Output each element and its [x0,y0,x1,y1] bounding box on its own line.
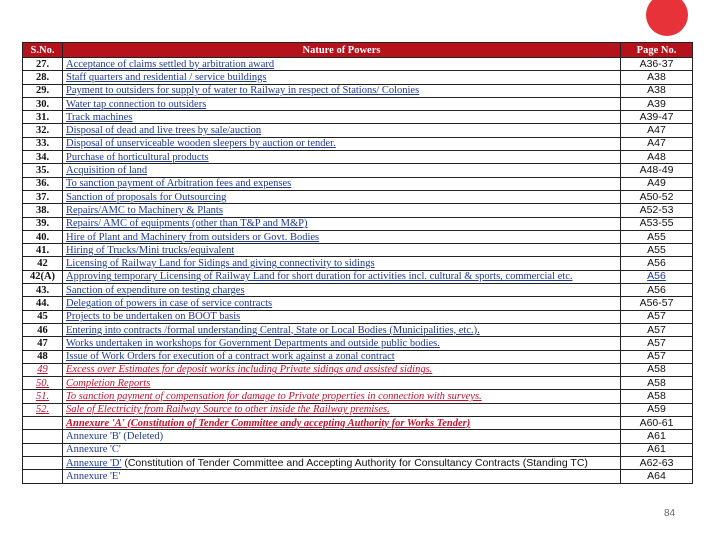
table-row [23,470,693,483]
row-sno: 45 [23,310,63,323]
table-row [23,323,693,336]
header-page: Page No. [621,43,693,58]
row-nature-link[interactable]: Approving temporary Licensing of Railway Land for short duration for activities incl. cultural & sports, commercial etc. [63,270,621,283]
row-nature-link[interactable]: Acceptance of claims settled by arbitration award [63,58,621,71]
row-sno: 49 [23,363,63,376]
row-sno: 35. [23,164,63,177]
row-page: A47 [621,124,693,137]
row-page: A57 [621,350,693,363]
row-nature-link[interactable]: Hiring of Trucks/Mini trucks/equivalent [63,244,621,257]
row-sno: 43. [23,284,63,297]
row-page: A57 [621,337,693,350]
row-page: A48-49 [621,164,693,177]
row-nature-link[interactable]: Water tap connection to outsiders [63,97,621,110]
table-row [23,190,693,203]
row-sno: 47 [23,337,63,350]
row-sno: 40. [23,230,63,243]
powers-index-table [22,42,693,484]
table-row [23,164,693,177]
table-row [23,111,693,124]
table-row [23,217,693,230]
table-row [23,430,693,443]
row-nature-link[interactable]: Delegation of powers in case of service contracts [63,297,621,310]
row-page: A55 [621,244,693,257]
row-page: A58 [621,363,693,376]
row-nature-link[interactable]: Acquisition of land [63,164,621,177]
row-sno: 29. [23,84,63,97]
row-page: A38 [621,71,693,84]
table-row [23,137,693,150]
table-row [23,417,693,430]
row-sno: 44. [23,297,63,310]
table-row [23,71,693,84]
row-page: A56 [621,257,693,270]
row-page: A53-55 [621,217,693,230]
row-sno [23,443,63,456]
row-sno: 39. [23,217,63,230]
row-sno: 38. [23,204,63,217]
table-row [23,456,693,469]
annexure-a-link[interactable]: Annexure 'A' (Constitution of Tender Committee andy accepting Authority for Works Tender) [63,417,621,430]
row-page: A58 [621,390,693,403]
row-page: A60-61 [621,417,693,430]
row-page: A36-37 [621,58,693,71]
row-sno: 30. [23,97,63,110]
row-sno: 34. [23,151,63,164]
row-sno: 42 [23,257,63,270]
row-sno [23,470,63,483]
row-sno: 48 [23,350,63,363]
row-page: A59 [621,403,693,416]
table-row [23,390,693,403]
table-row [23,284,693,297]
row-nature-link[interactable]: Staff quarters and residential / service buildings [63,71,621,84]
row-sno: 27. [23,58,63,71]
row-nature-link[interactable]: Disposal of unserviceable wooden sleepers by auction or tender. [63,137,621,150]
table-row [23,443,693,456]
annexure-d-description: (Constitution of Tender Committee and Accepting Authority for Consultancy Contracts (Standing TC) [121,456,588,469]
table-row [23,97,693,110]
row-page: A64 [621,470,693,483]
row-page: A58 [621,377,693,390]
row-page: A39-47 [621,111,693,124]
row-page: A49 [621,177,693,190]
annexure-c-label[interactable]: Annexure 'C' [63,443,621,456]
table-row [23,257,693,270]
row-page: A55 [621,230,693,243]
table-row [23,377,693,390]
row-nature-link[interactable]: Projects to be undertaken on BOOT basis [63,310,621,323]
table-header-row [23,43,693,58]
row-nature-link[interactable]: Repairs/AMC to Machinery & Plants [63,204,621,217]
row-page: A57 [621,323,693,336]
corner-logo-badge [646,0,688,36]
table-row [23,58,693,71]
row-nature-link[interactable]: Sanction of proposals for Outsourcing [63,190,621,203]
row-nature-link[interactable]: Hire of Plant and Machinery from outsiders or Govt. Bodies [63,230,621,243]
page-number: 84 [664,508,676,519]
row-sno: 28. [23,71,63,84]
row-sno [23,456,63,469]
annexure-d-label[interactable]: Annexure 'D' [66,457,122,469]
annexure-b-label[interactable]: Annexure 'B' (Deleted) [63,430,621,443]
table-row [23,350,693,363]
row-nature-link[interactable]: Entering into contracts /formal understanding Central, State or Local Bodies (Municipalities, etc.). [63,323,621,336]
table-row [23,337,693,350]
table-row [23,204,693,217]
row-nature-link[interactable]: Excess over Estimates for deposit works including Private sidings and assisted sidings. [63,363,621,376]
annexure-d-cell[interactable] [63,456,621,469]
row-page-link[interactable]: A56 [621,270,693,283]
row-nature-link[interactable]: Repairs/ AMC of equipments (other than T&P and M&P) [63,217,621,230]
row-nature-link[interactable]: Payment to outsiders for supply of water to Railway in respect of Stations/ Colonies [63,84,621,97]
table-row [23,403,693,416]
row-nature-link[interactable]: Completion Reports [63,377,621,390]
row-page: A38 [621,84,693,97]
table-row [23,230,693,243]
row-nature-link[interactable]: Licensing of Railway Land for Sidings and giving connectivity to sidings [63,257,621,270]
table-row [23,244,693,257]
row-page: A61 [621,443,693,456]
table-row [23,363,693,376]
row-page: A57 [621,310,693,323]
table-row [23,270,693,283]
row-sno: 51. [23,390,63,403]
row-sno: 41. [23,244,63,257]
row-nature-link[interactable]: Purchase of horticultural products [63,151,621,164]
table-row [23,310,693,323]
row-sno: 36. [23,177,63,190]
row-page: A56-57 [621,297,693,310]
row-nature-link[interactable]: To sanction payment of compensation for damage to Private properties in connection with surveys. [63,390,621,403]
row-nature-link[interactable]: Sanction of expenditure on testing charges [63,284,621,297]
row-nature-link[interactable]: Track machines [63,111,621,124]
row-sno: 37. [23,190,63,203]
annexure-e-label[interactable]: Annexure 'E' [63,470,621,483]
row-sno [23,417,63,430]
row-page: A61 [621,430,693,443]
row-page: A48 [621,151,693,164]
row-sno: 50. [23,377,63,390]
row-page: A62-63 [621,456,693,469]
row-page: A47 [621,137,693,150]
row-nature-link[interactable]: Issue of Work Orders for execution of a contract work against a zonal contract [63,350,621,363]
row-sno: 46 [23,323,63,336]
table-row [23,177,693,190]
row-sno: 52. [23,403,63,416]
row-nature-link[interactable]: Disposal of dead and live trees by sale/auction [63,124,621,137]
row-sno: 33. [23,137,63,150]
row-nature-link[interactable]: Sale of Electricity from Railway Source to other inside the Railway premises. [63,403,621,416]
row-page: A52-53 [621,204,693,217]
row-sno: 42(A) [23,270,63,283]
table-row [23,151,693,164]
table-row [23,84,693,97]
row-sno: 31. [23,111,63,124]
row-page: A39 [621,97,693,110]
row-sno: 32. [23,124,63,137]
row-page: A56 [621,284,693,297]
row-sno [23,430,63,443]
header-nature: Nature of Powers [63,43,621,58]
header-sno: S.No. [23,43,63,58]
row-nature-link[interactable]: Works undertaken in workshops for Government Departments and outside public bodies. [63,337,621,350]
table-row [23,297,693,310]
row-page: A50-52 [621,190,693,203]
table-row [23,124,693,137]
row-nature-link[interactable]: To sanction payment of Arbitration fees and expenses [63,177,621,190]
